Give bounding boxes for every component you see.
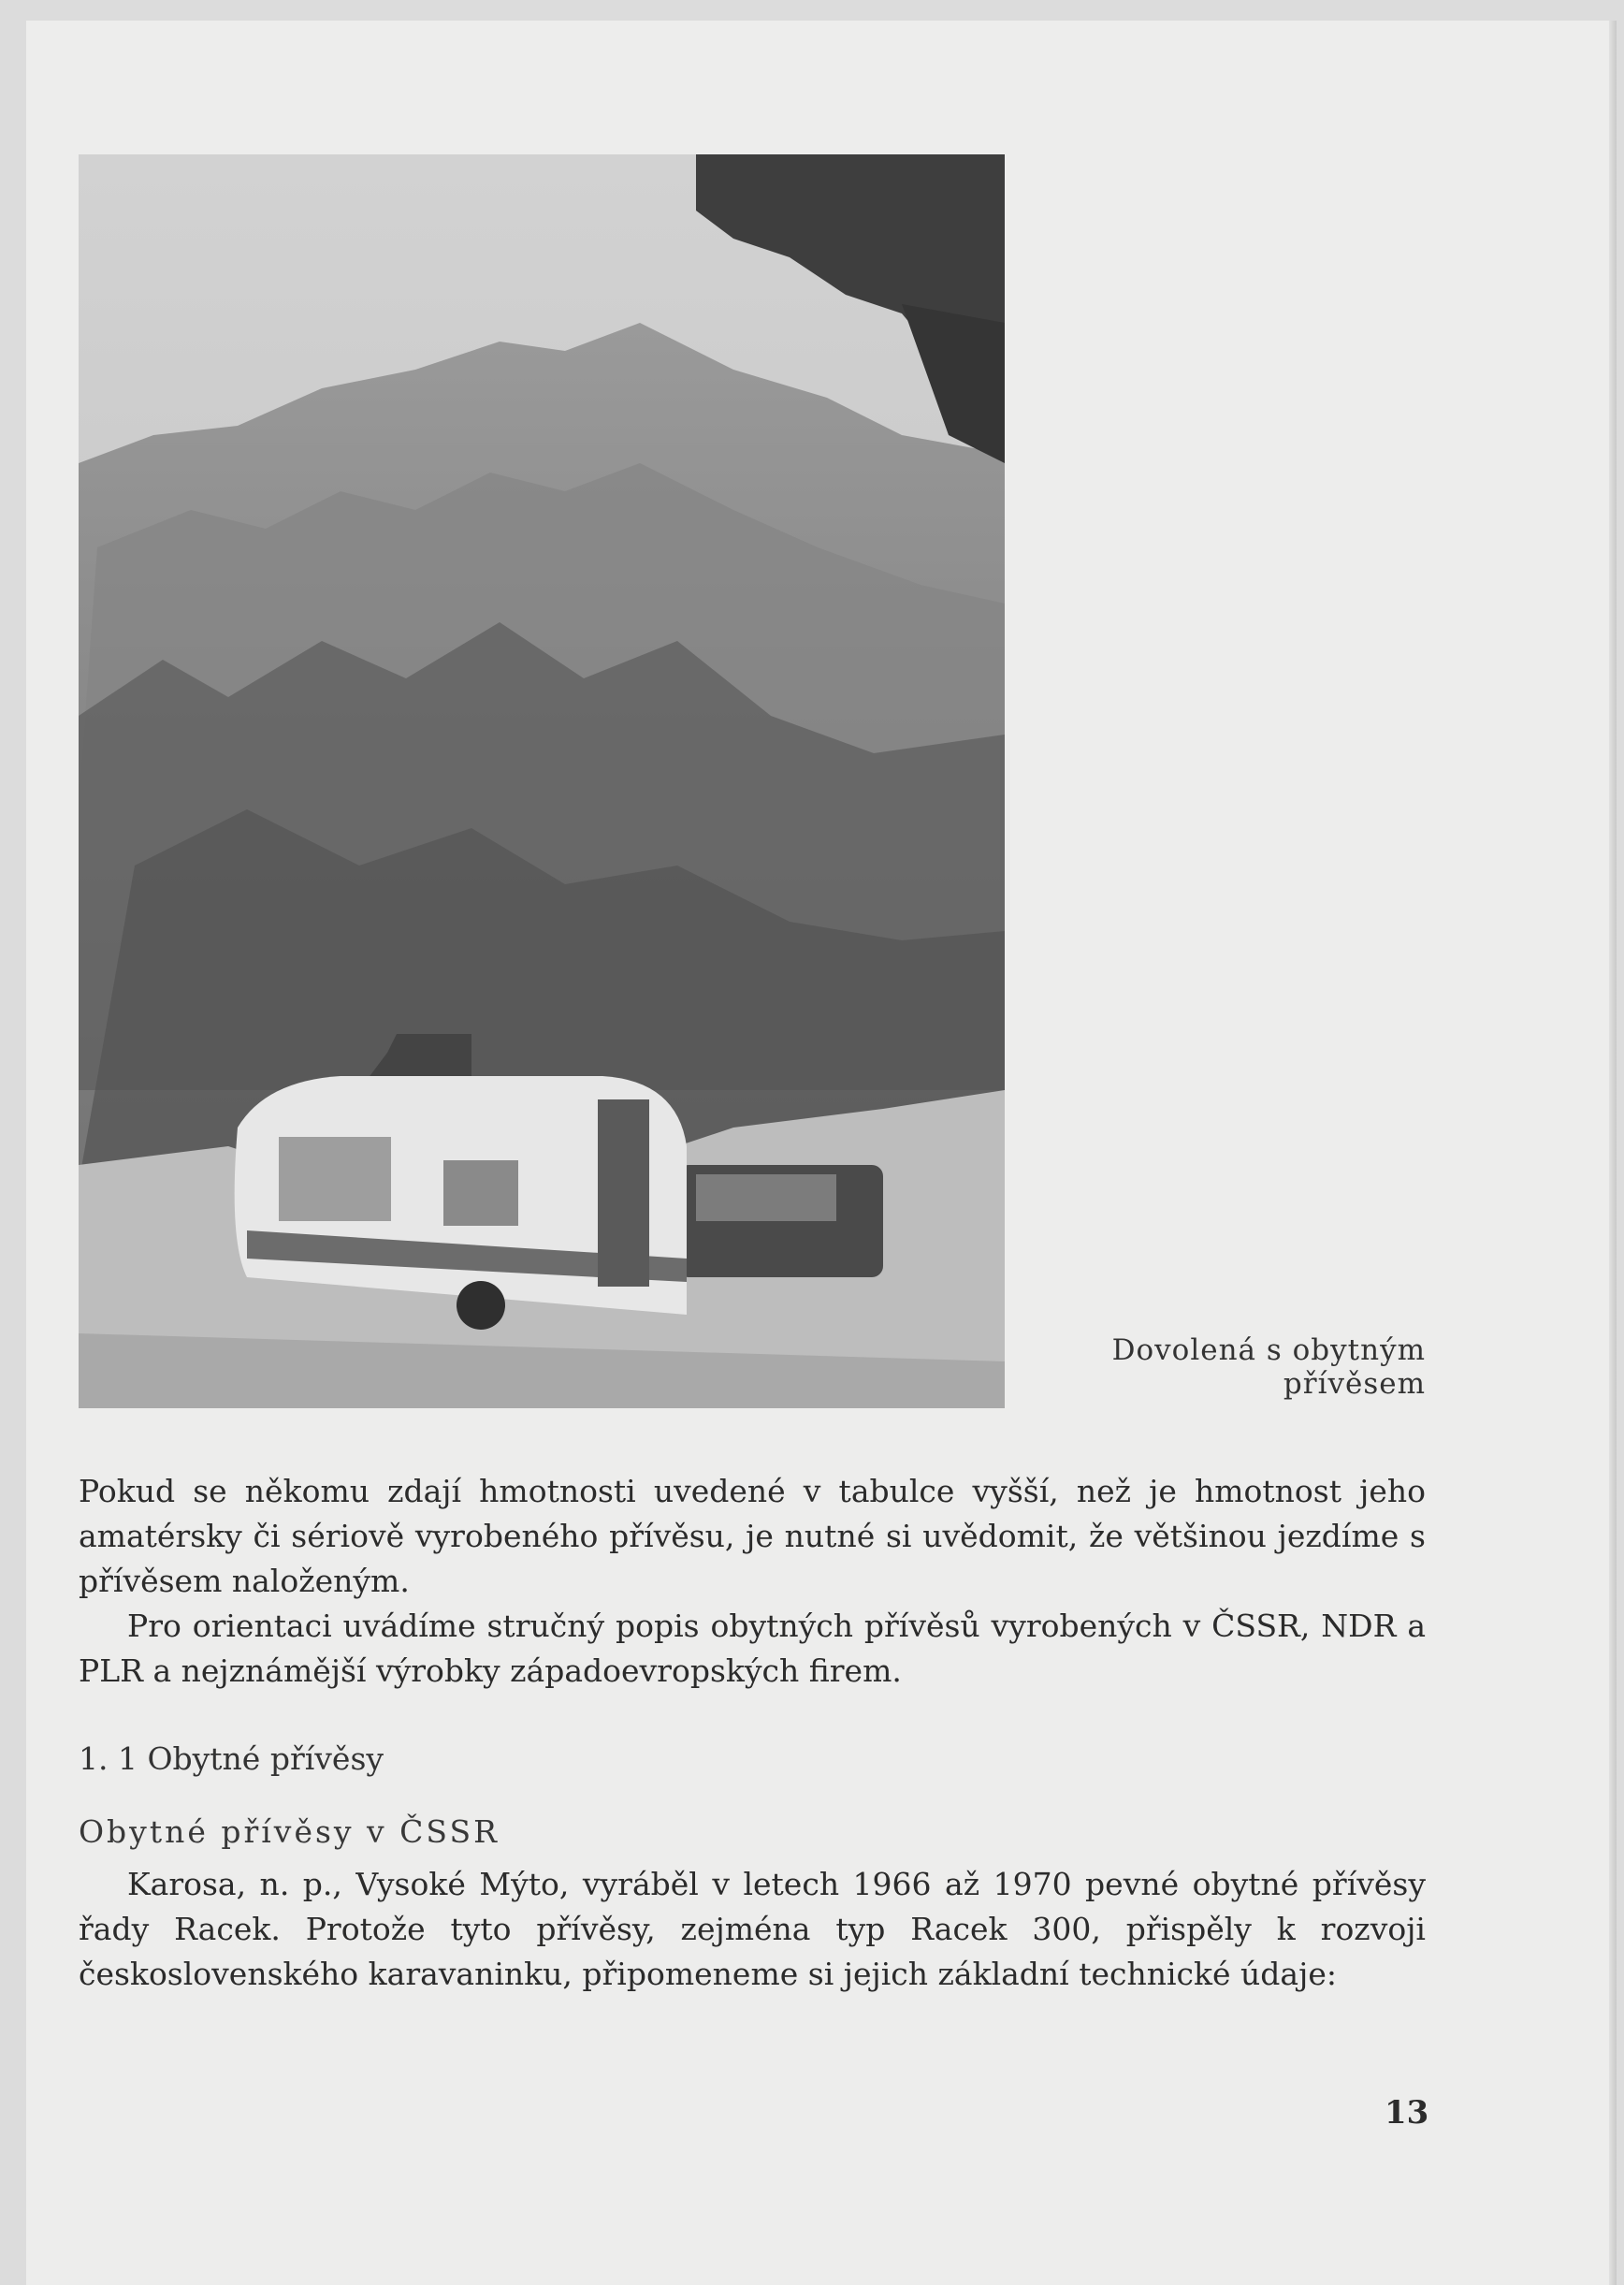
caravan-photo <box>79 154 1005 1408</box>
page-edge <box>1609 21 1617 2285</box>
photo-caption <box>1112 1333 1426 1401</box>
paragraph-3 <box>79 1862 1426 1997</box>
page-number: 13 <box>1385 2094 1429 2132</box>
caption-line-1: Dovolená s obytným <box>1111 1333 1426 1367</box>
paragraph-1 <box>79 1469 1426 1604</box>
section-heading: 1. 1 Obytné přívěsy <box>79 1740 384 1777</box>
paragraph-2 <box>79 1604 1426 1694</box>
caption-line-2: přívěsem <box>1283 1367 1426 1401</box>
paragraph-1-text: Pokud se někomu zdají hmotnosti uvedené v tabulce vyšší, než je hmotnost jeho amatérsky či sériově vyrobeného přívěsu, je nutné si uvědomit, že většinou jezdíme s přívěsem naloženým. <box>79 1473 1426 1599</box>
book-page <box>26 21 1617 2285</box>
paragraph-2-text: Pro orientaci uvádíme stručný popis obytných přívěsů vyrobených v ČSSR, NDR a PLR a nejznámější výrobky západoevropských firem. <box>79 1608 1426 1689</box>
subsection-heading: Obytné přívěsy v ČSSR <box>79 1813 500 1850</box>
paragraph-3-text: Karosa, n. p., Vysoké Mýto, vyráběl v letech 1966 až 1970 pevné obytné přívěsy řady Racek. Protože tyto přívěsy, zejména typ Racek 300, přispěly k rozvoji československého karavaninku, připomeneme si jejich základní technické údaje: <box>79 1866 1426 1992</box>
